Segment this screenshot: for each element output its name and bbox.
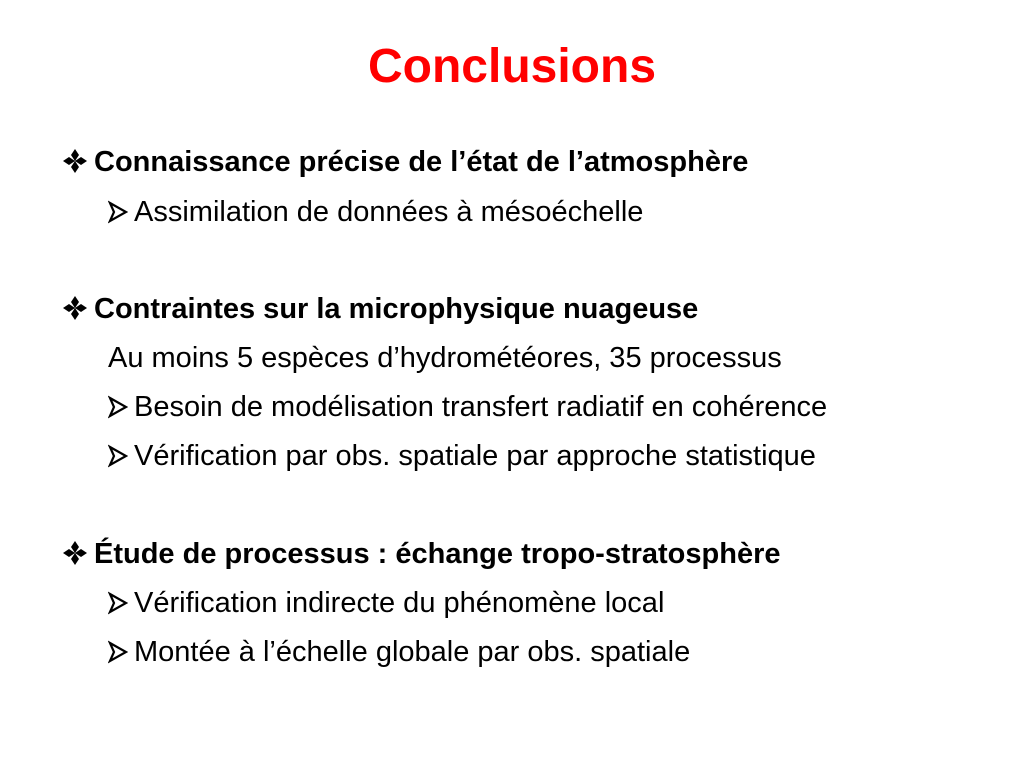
section-heading-2 <box>62 289 698 329</box>
list-item-text: Vérification indirecte du phénomène local <box>134 587 665 619</box>
section-note <box>108 338 782 378</box>
section-heading-text: Contraintes sur la microphysique nuageuse <box>94 293 699 325</box>
list-item-text: Montée à l’échelle globale par obs. spatiale <box>134 636 691 668</box>
list-item <box>108 583 664 623</box>
arrow-bullet-icon <box>108 200 128 224</box>
section-heading-text: Connaissance précise de l’état de l’atmosphère <box>94 146 749 178</box>
arrow-bullet-icon <box>108 444 128 468</box>
diamond-bullet-icon <box>62 540 88 566</box>
list-item <box>108 436 816 476</box>
arrow-bullet-icon <box>108 591 128 615</box>
list-item-text: Besoin de modélisation transfert radiatif en cohérence <box>134 391 828 423</box>
arrow-bullet-icon <box>108 395 128 419</box>
diamond-bullet-icon <box>62 295 88 321</box>
diamond-bullet-icon <box>62 148 88 174</box>
section-heading-text: Étude de processus : échange tropo-stratosphère <box>94 538 781 570</box>
section-heading-1 <box>62 142 748 182</box>
section-note-text: Au moins 5 espèces d’hydrométéores, 35 processus <box>108 342 782 374</box>
section-heading-3 <box>62 534 780 574</box>
slide-title: Conclusions <box>367 40 657 93</box>
list-item <box>108 192 643 232</box>
arrow-bullet-icon <box>108 640 128 664</box>
list-item-text: Vérification par obs. spatiale par approche statistique <box>134 440 816 472</box>
list-item <box>108 632 690 672</box>
list-item-text: Assimilation de données à mésoéchelle <box>134 196 644 228</box>
list-item <box>108 387 827 427</box>
